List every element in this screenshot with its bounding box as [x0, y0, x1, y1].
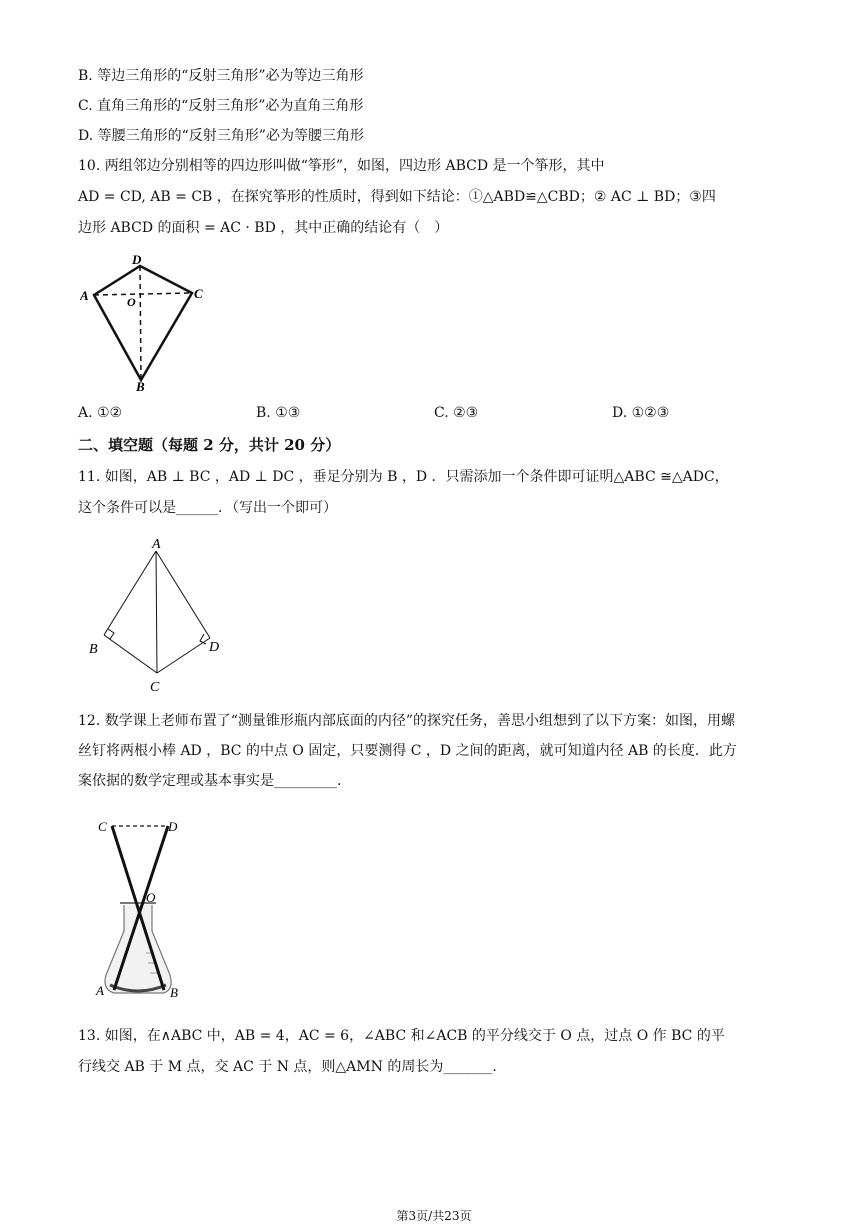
- q13-text-line1: 13. 如图，在∧ABC 中，AB = 4，AC = 6，∠ABC 和∠ACB 的平分线交于 O 点，过点 O 作 BC 的平: [78, 1028, 725, 1044]
- q11-label-c: C: [150, 680, 160, 695]
- q12-label-c: C: [98, 819, 107, 834]
- q11-label-b: B: [89, 642, 98, 657]
- q10-option-b: B. ①③: [256, 405, 301, 421]
- q9-option-b: B. 等边三角形的“反射三角形”必为等边三角形: [78, 68, 364, 84]
- q9-option-c: C. 直角三角形的“反射三角形”必为直角三角形: [78, 98, 364, 114]
- q10-option-c: C. ②③: [434, 405, 479, 421]
- q10-text-line2: AD = CD, AB = CB ，在探究筝形的性质时，得到如下结论：①△ABD≌△CBD；② AC ⊥ BD；③四: [78, 189, 716, 205]
- q10-label-o: O: [127, 295, 136, 309]
- q12-text-line1: 12. 数学课上老师布置了“测量锥形瓶内部底面的内径”的探究任务，善思小组想到了以下方案：如图，用螺: [78, 713, 736, 729]
- q11-figure: [84, 533, 234, 698]
- q10-kite-figure: [80, 250, 220, 395]
- q12-text-line2: 丝钉将两根小棒 AD ，BC 的中点 O 固定，只要测得 C ，D 之间的距离，就可知道内径 AB 的长度．此方: [78, 743, 737, 759]
- q10-option-a: A. ①②: [78, 405, 123, 421]
- q10-option-d: D. ①②③: [612, 405, 670, 421]
- q10-label-d: D: [132, 252, 142, 267]
- q12-flask-figure: [90, 813, 200, 1005]
- section-heading: 二、填空题（每题 2 分，共计 20 分）: [78, 436, 341, 454]
- q10-text-line1: 10. 两组邻边分别相等的四边形叫做“筝形”，如图，四边形 ABCD 是一个筝形，其中: [78, 158, 605, 174]
- q9-option-d: D. 等腰三角形的“反射三角形”必为等腰三角形: [78, 128, 364, 144]
- q12-label-d: D: [168, 819, 178, 834]
- q12-label-a: A: [96, 983, 104, 998]
- page-number: 第3页/共23页: [396, 1209, 472, 1223]
- q11-label-a: A: [152, 537, 161, 552]
- q12-label-b: B: [170, 985, 178, 1000]
- q10-text-line3: 边形 ABCD 的面积 = AC · BD ，其中正确的结论有（ ）: [78, 220, 449, 236]
- q11-text-line1: 11. 如图，AB ⊥ BC ，AD ⊥ DC ，垂足分别为 B ，D ．只需添加一个条件即可证明△ABC ≅△ADC，: [78, 469, 729, 485]
- q10-label-b: B: [136, 379, 145, 394]
- q12-text-line3: 案依据的数学定理或基本事实是_________．: [78, 773, 351, 789]
- q12-label-o: O: [146, 890, 156, 905]
- q11-text-line2: 这个条件可以是______．（写出一个即可）: [78, 500, 337, 516]
- q10-label-c: C: [194, 286, 203, 301]
- q10-label-a: A: [80, 288, 89, 303]
- q13-text-line2: 行线交 AB 于 M 点，交 AC 于 N 点，则△AMN 的周长为_______．: [78, 1059, 507, 1075]
- q11-label-d: D: [209, 640, 220, 655]
